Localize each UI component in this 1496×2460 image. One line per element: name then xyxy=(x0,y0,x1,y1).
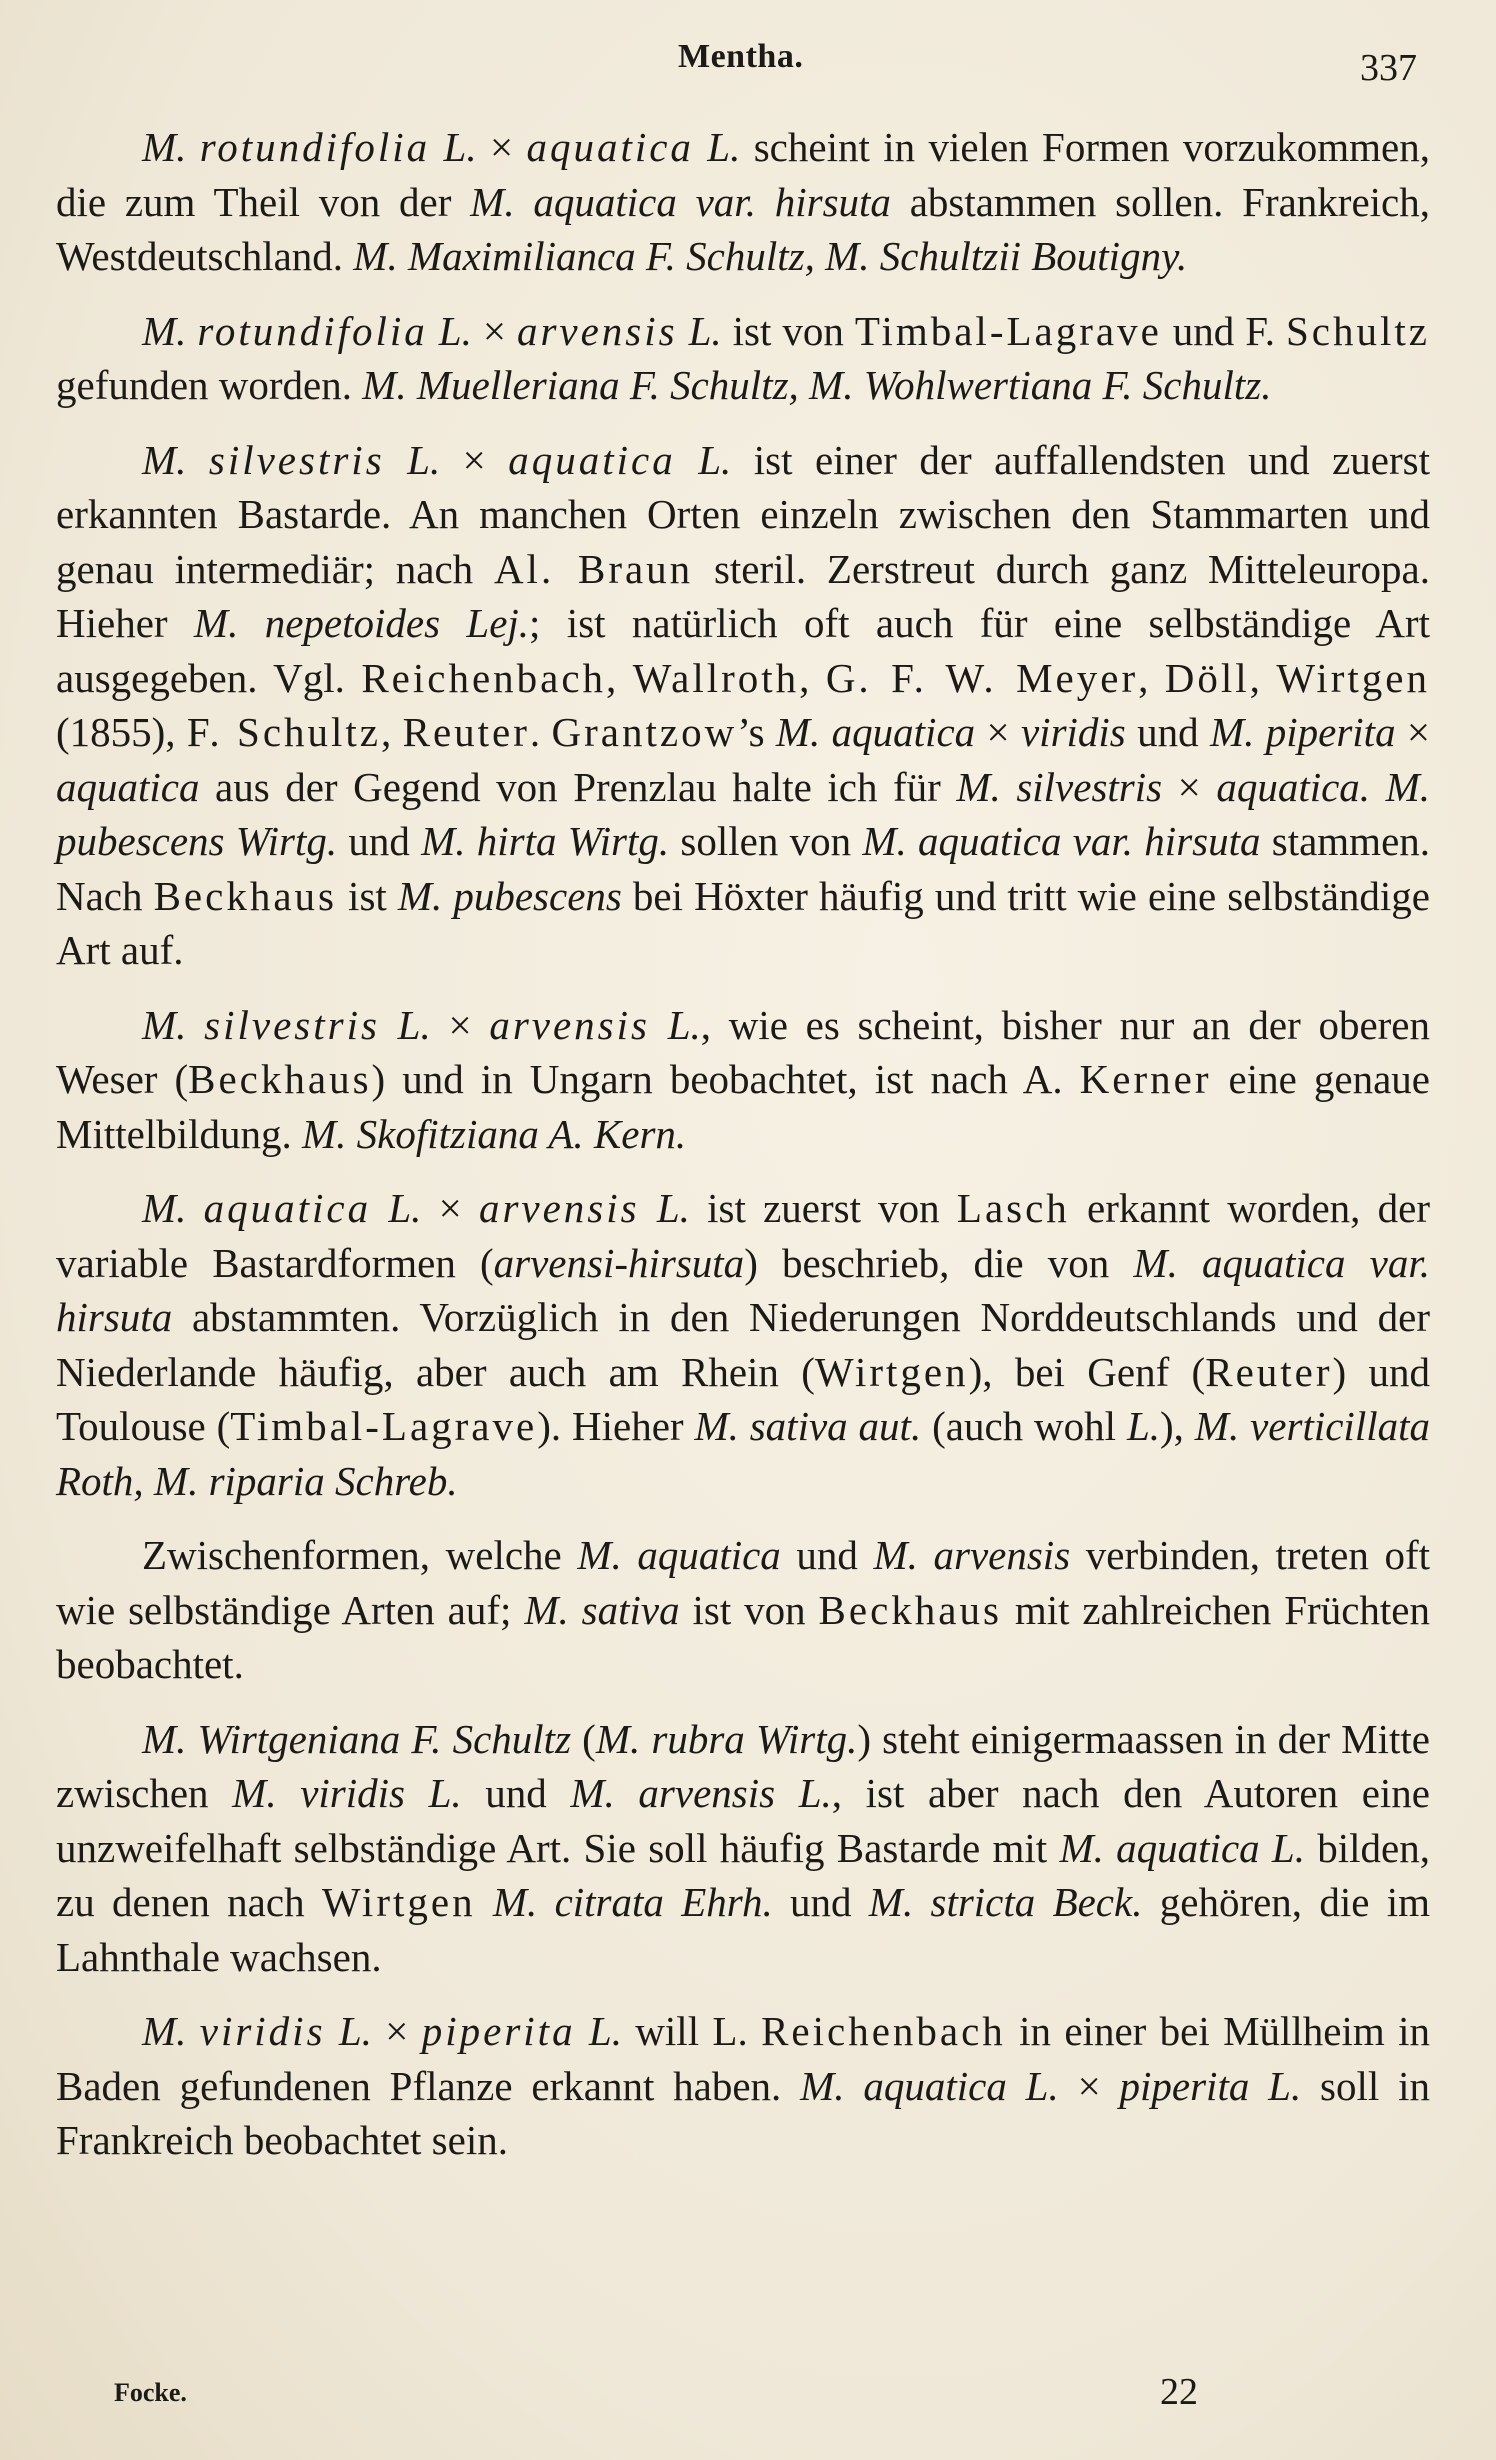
text-run: Wirtgen xyxy=(814,1348,969,1395)
text-run: M. piperita xyxy=(1209,709,1407,755)
text-run: arvensi-hirsuta xyxy=(493,1239,745,1286)
text-run: arvensis xyxy=(478,1185,640,1231)
text-run: Grantzow xyxy=(551,709,738,755)
text-run: M. pubescens xyxy=(397,872,622,919)
text-run: aquatica. M. pubescens Wirtg. xyxy=(56,763,1431,864)
text-run: Beckhaus xyxy=(818,1586,1002,1633)
hybrid-cross-sign: × xyxy=(448,1001,490,1048)
text-run: bilden, zu denen nach xyxy=(56,1824,1430,1925)
text-run: M. citrata Ehrh. xyxy=(492,1879,773,1925)
text-run: , xyxy=(606,654,633,701)
text-run: arvensis xyxy=(516,307,678,354)
page-header xyxy=(0,38,1496,98)
text-run: L. xyxy=(639,1185,690,1231)
text-run: M. aquatica var. hirsuta xyxy=(470,178,891,225)
text-run: ist von xyxy=(679,1586,819,1633)
text-run: ) und in Ungarn beobachtet, ist nach A. xyxy=(371,1056,1080,1102)
hybrid-cross-sign: × xyxy=(1077,2062,1120,2109)
text-run: bei Höxter häufig und tritt wie eine selbständige Art auf. xyxy=(56,872,1430,973)
text-run: ) beschrieb, die von xyxy=(744,1239,1134,1286)
text-run: L. xyxy=(325,2008,386,2054)
text-run: M. sativa aut. xyxy=(694,1403,922,1449)
text-run: M. aquatica xyxy=(775,709,987,755)
paragraph-silvestris-aquatica xyxy=(56,433,1430,978)
text-run: steril. Zerstreut durch ganz Mitteleuropa. Hieher xyxy=(56,545,1430,646)
page-body xyxy=(56,120,1430,2188)
text-run: Beckhaus xyxy=(153,872,337,919)
text-run: will L. xyxy=(621,2008,762,2054)
text-run: , xyxy=(799,654,826,701)
text-run: ist von xyxy=(721,307,855,354)
text-run: und xyxy=(337,818,422,864)
text-run: ), xyxy=(1160,1403,1195,1449)
text-run: F. Schultz xyxy=(186,709,382,755)
text-run: M. rubra Wirtg. xyxy=(595,1715,858,1762)
page-footer xyxy=(0,2370,1496,2430)
text-run: M. xyxy=(142,1001,205,1048)
text-run: Wallroth xyxy=(632,654,800,701)
text-run: M. xyxy=(142,436,209,483)
text-run: Reuter xyxy=(1205,1348,1333,1395)
text-run: aus der Gegend von Prenzlau halte ich für xyxy=(199,763,957,810)
text-run: Timbal-Lagrave xyxy=(230,1403,538,1449)
paragraph-viridis-piperita xyxy=(56,2004,1430,2168)
text-run: M. Skofitziana A. Kern. xyxy=(302,1110,687,1157)
text-run: ist xyxy=(336,872,398,919)
text-run: Lasch xyxy=(956,1185,1070,1231)
text-run: abstammen sollen. Frankreich, Westdeutschland. xyxy=(56,178,1430,279)
hybrid-cross-sign: × xyxy=(438,1185,479,1231)
text-run: G. F. W. Meyer xyxy=(825,654,1139,701)
text-run: (1855), xyxy=(56,709,187,755)
text-run: Kerner xyxy=(1079,1056,1212,1102)
text-run: silvestris xyxy=(204,1001,380,1048)
text-run: aquatica xyxy=(203,1185,372,1231)
text-run: Wirtgen xyxy=(321,1879,476,1925)
text-run: Wirtgen xyxy=(1276,654,1431,701)
text-run: ( xyxy=(571,1715,596,1762)
hybrid-cross-sign: × xyxy=(986,709,1021,755)
text-run: aquatica xyxy=(56,763,200,810)
text-run: ) steht einigermaassen in der Mitte zwischen xyxy=(56,1715,1430,1816)
text-run: , ist aber nach den Autoren eine unzweifelhaft selbständige Art. Sie soll häufig Bastarde mit xyxy=(56,1770,1430,1871)
text-run: L. xyxy=(384,436,463,483)
text-run: , xyxy=(381,709,403,755)
text-run: gehören, die im Lahnthale wachsen. xyxy=(56,1879,1431,1980)
text-run: M. hirta Wirtg. xyxy=(421,818,670,864)
text-run: M. Maximilianca F. Schultz, M. Schultzii Boutigny. xyxy=(353,233,1188,279)
text-run: M. stricta Beck. xyxy=(868,1879,1143,1925)
text-run: gefunden worden. xyxy=(56,362,363,408)
text-run: mit zahlreichen Früchten beobachtet. xyxy=(56,1586,1430,1687)
text-run: . xyxy=(529,709,552,755)
text-run: (auch wohl xyxy=(921,1403,1127,1449)
text-run: Döll xyxy=(1164,654,1250,701)
text-run: rotundifolia xyxy=(199,124,431,170)
hybrid-cross-sign: × xyxy=(482,307,517,354)
text-run: M. aquatica xyxy=(577,1532,781,1578)
text-run: abstammten. Vorzüglich in den Niederungen Norddeutschlands und der Niederlande häufig, aber auch am Rhein ( xyxy=(56,1294,1430,1395)
text-run: L. xyxy=(675,436,732,483)
text-run: M. arvensis L. xyxy=(570,1770,832,1816)
text-run: und xyxy=(780,1532,874,1578)
text-run: M. viridis L. xyxy=(232,1770,462,1816)
text-run: M. xyxy=(142,2008,200,2054)
paragraph-rotundifolia-arvensis xyxy=(56,304,1430,413)
page-number: 337 xyxy=(1360,47,1417,89)
text-run: piperita L. xyxy=(1119,2062,1302,2109)
text-run: M. Muelleriana F. Schultz, M. Wohlwertiana F. Schultz. xyxy=(362,362,1272,408)
signature-mark: Focke. xyxy=(114,2378,187,2407)
text-run: und F. xyxy=(1161,307,1286,354)
paragraph-wirtgeniana xyxy=(56,1712,1430,1985)
text-run: L. xyxy=(677,307,722,354)
text-run: M. xyxy=(142,307,198,354)
text-run: Beckhaus xyxy=(188,1056,372,1102)
text-run: M. arvensis xyxy=(873,1532,1071,1578)
text-run xyxy=(476,1879,493,1925)
text-run: Reuter xyxy=(402,709,530,755)
hybrid-cross-sign: × xyxy=(1406,709,1431,755)
text-run: M. sativa xyxy=(524,1586,680,1633)
text-run: L. xyxy=(1126,1403,1160,1449)
text-run: M. aquatica L. xyxy=(1059,1824,1305,1871)
paragraph-aquatica-arvensis xyxy=(56,1181,1430,1508)
text-run: ), bei Genf ( xyxy=(968,1348,1206,1395)
text-run: L. xyxy=(649,1001,701,1048)
text-run: , wie es scheint, bisher nur an der oberen Weser ( xyxy=(56,1001,1431,1102)
text-run: Zwischenformen, welche xyxy=(142,1532,578,1578)
text-run: L. xyxy=(379,1001,449,1048)
hybrid-cross-sign: × xyxy=(489,124,527,170)
text-run: piperita xyxy=(421,2008,576,2054)
paragraph-rotundifolia-aquatica xyxy=(56,120,1430,284)
paragraph-zwischenformen xyxy=(56,1528,1430,1692)
text-run: M. xyxy=(142,1185,204,1231)
running-title: Mentha. xyxy=(678,38,804,75)
text-run: M. Wirtgeniana F. Schultz xyxy=(142,1715,572,1762)
text-run: viridis xyxy=(199,2008,326,2054)
text-run: soll in Frankreich beobachtet sein. xyxy=(56,2062,1430,2163)
paragraph-silvestris-arvensis xyxy=(56,998,1430,1162)
text-run: , xyxy=(1138,654,1165,701)
text-run: Al. Braun xyxy=(493,545,694,592)
text-run: und xyxy=(772,1879,869,1925)
text-run: ) und Toulouse ( xyxy=(56,1348,1430,1449)
text-run: M. verticillata Roth, M. riparia Schreb. xyxy=(56,1403,1430,1504)
text-run: M. aquatica var. hirsuta xyxy=(56,1239,1430,1340)
text-run: ist zuerst von xyxy=(689,1185,957,1231)
hybrid-cross-sign: × xyxy=(1177,763,1217,810)
text-run: Schultz xyxy=(1286,307,1430,354)
hybrid-cross-sign: × xyxy=(462,436,509,483)
text-run: rotundifolia xyxy=(197,307,428,354)
text-run: L. xyxy=(693,124,741,170)
text-run: M. xyxy=(142,124,200,170)
text-run: L. xyxy=(371,1185,439,1231)
text-run: Reichenbach xyxy=(761,2008,1006,2054)
text-run: silvestris xyxy=(208,436,385,483)
text-run: und xyxy=(1125,709,1210,755)
text-run: Reichenbach xyxy=(361,654,607,701)
text-run: scheint in vielen Formen vorzukommen, die zum Theil von der xyxy=(56,124,1431,225)
text-run: aquatica xyxy=(508,436,676,483)
text-run: erkannt worden, der variable Bastardformen ( xyxy=(56,1185,1430,1286)
text-run: M. silvestris xyxy=(956,763,1178,810)
text-run: aquatica xyxy=(526,124,694,170)
text-run: Timbal-Lagrave xyxy=(854,307,1162,354)
text-run: ist einer der auffallendsten und zuerst erkannten Bastarde. An manchen Orten einzeln zwischen den Stammarten und genau intermediär; nach xyxy=(56,436,1430,592)
hybrid-cross-sign: × xyxy=(385,2008,422,2054)
text-run: ). Hieher xyxy=(537,1403,695,1449)
text-run: verbinden, treten oft wie selbständige Arten auf; xyxy=(56,1532,1430,1633)
text-run: stammen. Nach xyxy=(56,818,1431,919)
text-run: L. xyxy=(575,2008,622,2054)
text-run: arvensis xyxy=(489,1001,650,1048)
text-run: ’s xyxy=(737,709,776,755)
text-run: M. aquatica L. xyxy=(800,2062,1078,2109)
text-run: L. xyxy=(430,124,490,170)
text-run: ; ist natürlich oft auch für eine selbständige Art ausgegeben. Vgl. xyxy=(56,600,1430,701)
text-run: viridis xyxy=(1020,709,1126,755)
text-run: M. nepetoides Lej. xyxy=(193,600,530,646)
text-run: sollen von xyxy=(669,818,863,864)
text-run: M. aquatica var. hirsuta xyxy=(862,818,1261,864)
text-run: eine genaue Mittelbildung. xyxy=(56,1056,1430,1157)
text-run: L. xyxy=(427,307,483,354)
text-run: , xyxy=(1249,654,1277,701)
text-run: und xyxy=(461,1770,571,1816)
text-run: in einer bei Müllheim in Baden gefundenen Pflanze erkannt haben. xyxy=(56,2008,1431,2109)
sheet-number: 22 xyxy=(1160,2371,1198,2413)
